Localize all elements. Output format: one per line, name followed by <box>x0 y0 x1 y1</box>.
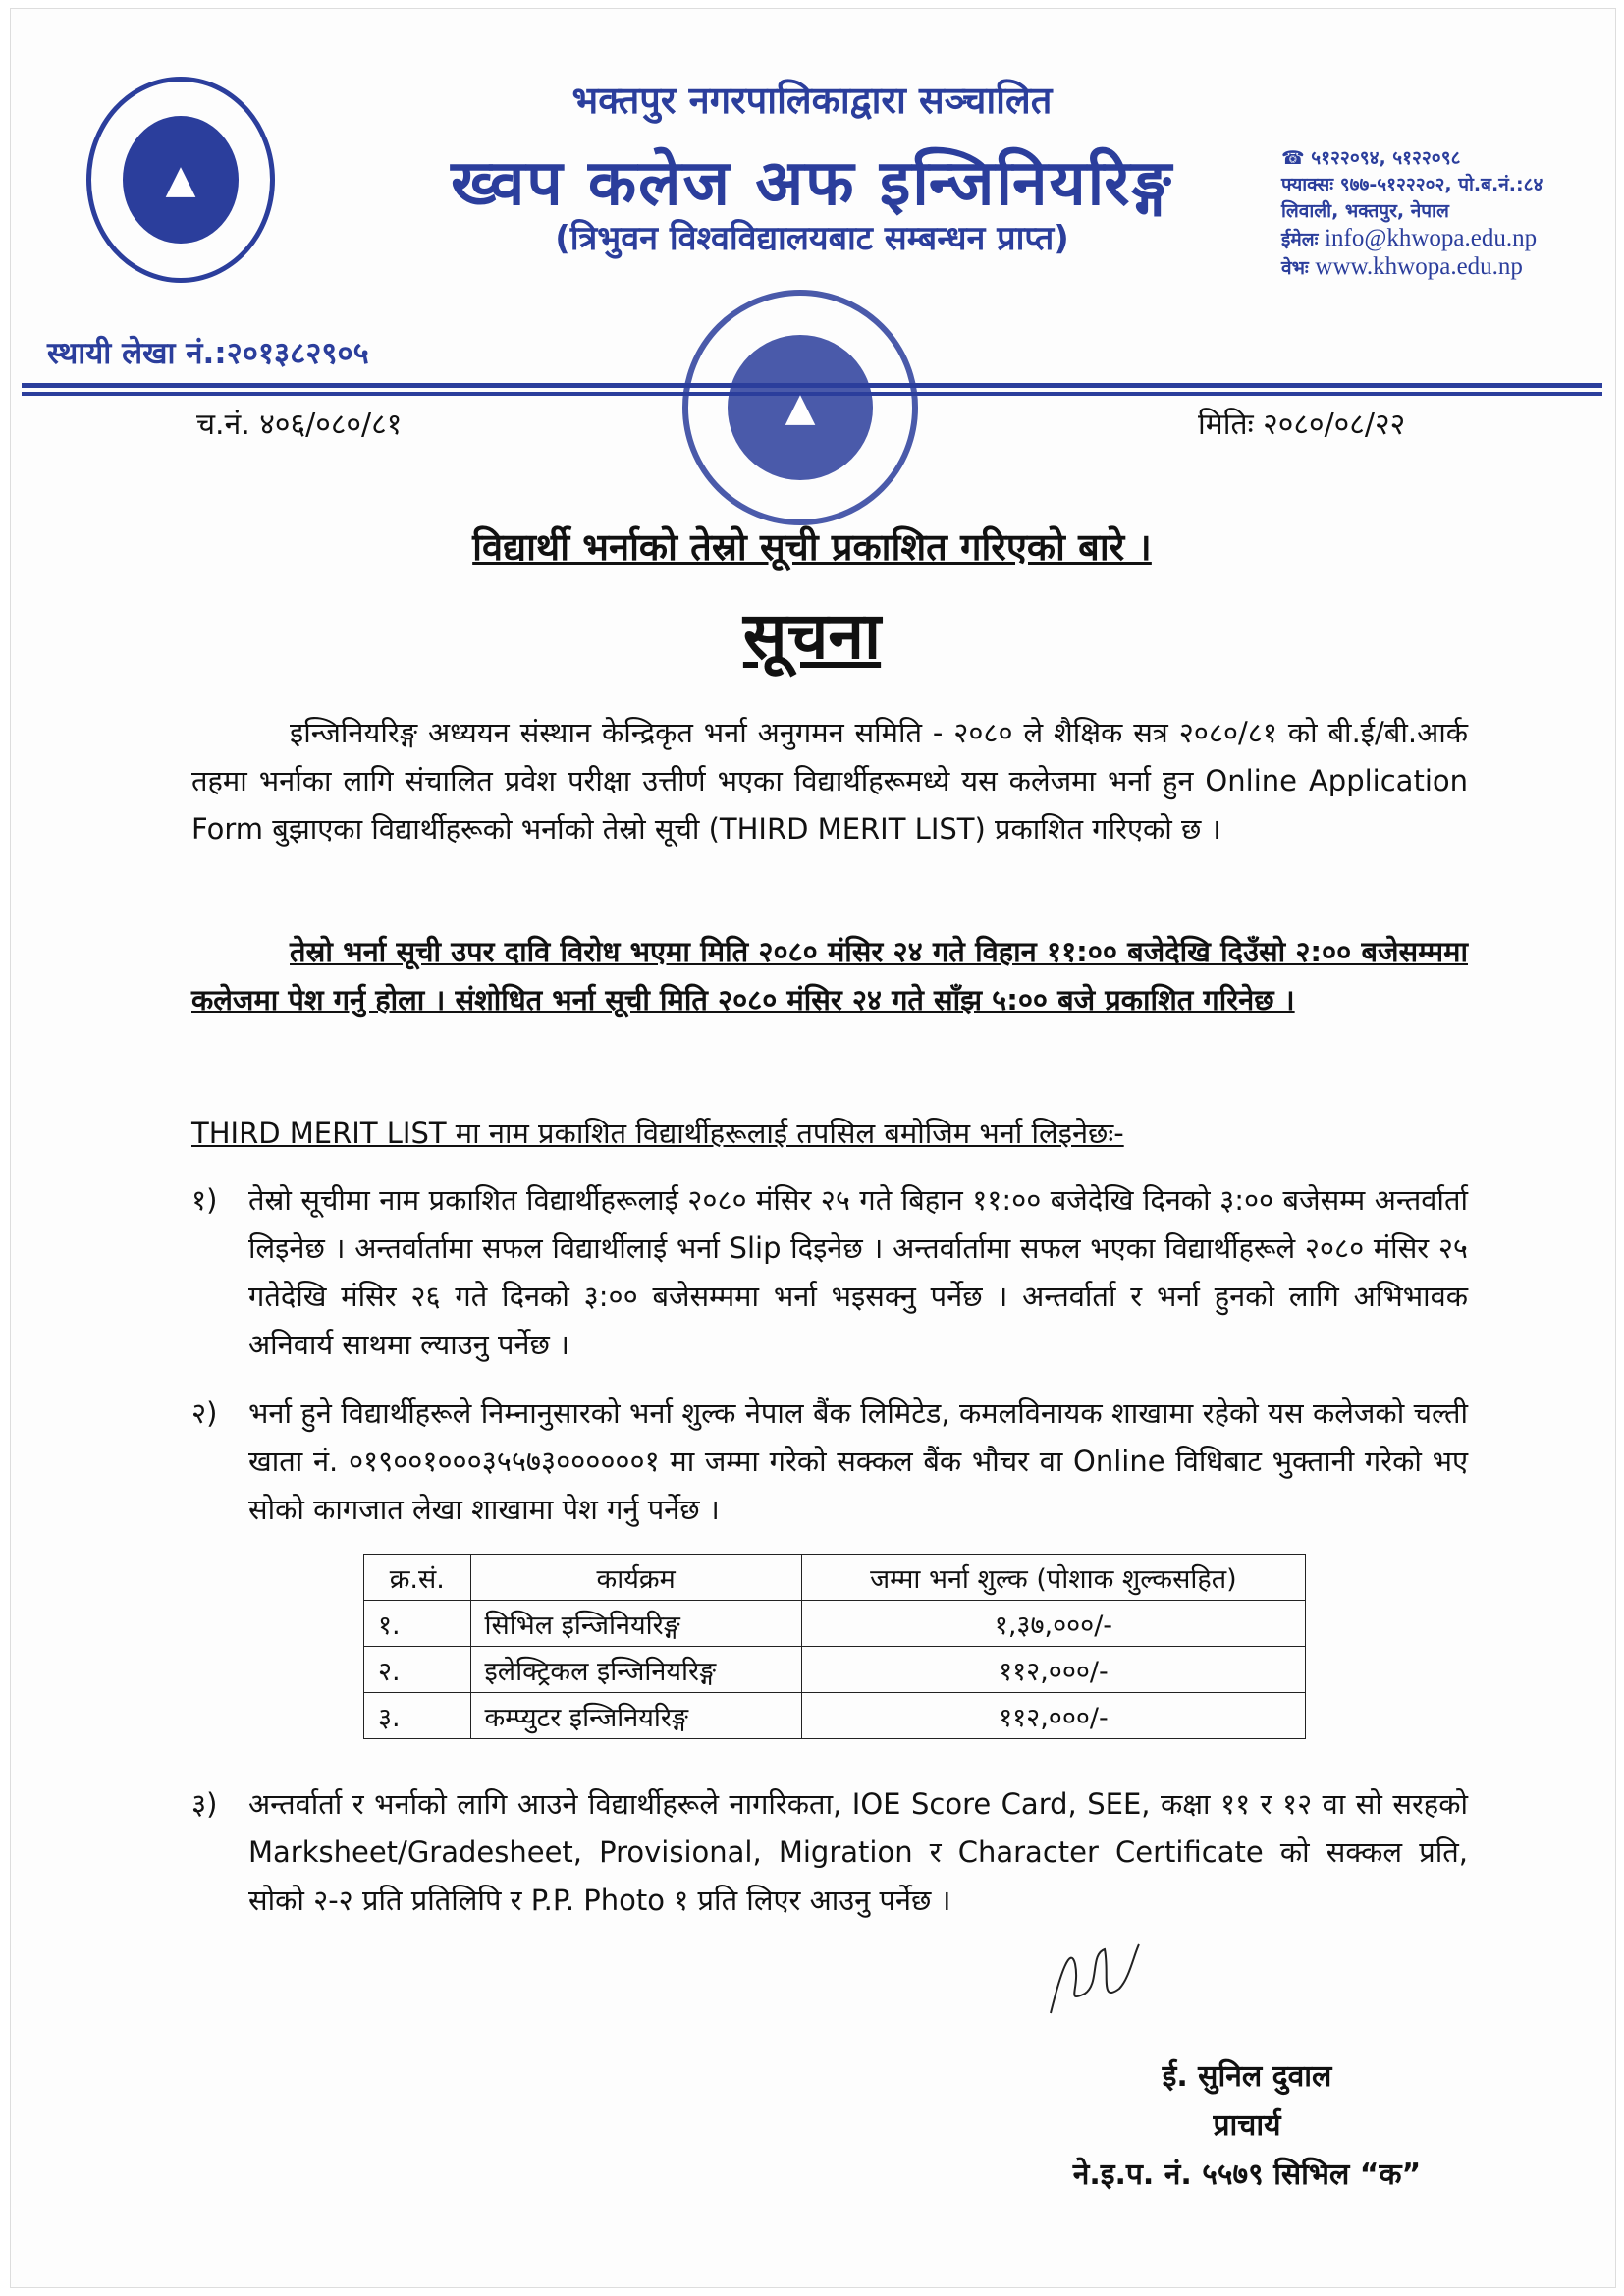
cell: ११२,०००/- <box>801 1647 1305 1693</box>
cell: ११२,०००/- <box>801 1693 1305 1739</box>
signatory-title: प्राचार्य <box>1213 2108 1281 2143</box>
table-header-row <box>364 1555 1306 1601</box>
pan-number: स्थायी लेखा नं.:२०१३८२९०५ <box>47 336 369 371</box>
cell: सिभिल इन्जिनियरिङ्ग <box>470 1601 801 1647</box>
table-row <box>364 1647 1306 1693</box>
list-item-2 <box>191 1390 1468 1534</box>
list-item-1 <box>191 1176 1468 1369</box>
paragraph-2-text: तेस्रो भर्ना सूची उपर दावि विरोध भएमा मिति २०८० मंसिर २४ गते विहान ११:०० बजेदेखि दिउँसो २:०० बजेसम्ममा कलेजमा पेश गर्नु होला । संशोधित भर्ना सूची मिति २०८० मंसिर २४ गते साँझ ५:०० बजे प्रकाशित गरिनेछ । <box>191 935 1468 1016</box>
address: लिवाली, भक्तपुर, नेपाल <box>1281 200 1449 222</box>
list-intro-text: THIRD MERIT LIST मा नाम प्रकाशित विद्यार्थीहरूलाई तपसिल बमोजिम भर्ना लिइनेछः- <box>191 1117 1124 1150</box>
signatory-registration: ने.इ.प. नं. ५५७९ सिभिल “क” <box>1072 2158 1422 2192</box>
college-stamp <box>682 290 918 525</box>
cell: १,३७,०००/- <box>801 1601 1305 1647</box>
signatory-name: ई. सुनिल दुवाल <box>1162 2059 1332 2094</box>
stamp-temple-icon: ▲ <box>728 335 873 480</box>
column-header: क्र.सं. <box>364 1555 471 1601</box>
phone-icon: ☎ <box>1281 147 1305 169</box>
cell: इलेक्ट्रिकल इन्जिनियरिङ्ग <box>470 1647 801 1693</box>
cell: कम्प्युटर इन्जिनियरिङ्ग <box>470 1693 801 1739</box>
paragraph-1: इन्जिनियरिङ्ग अध्ययन संस्थान केन्द्रिकृत भर्ना अनुगमन समिति - २०८० ले शैक्षिक सत्र २०८०/८१ को बी.ई/बी.आर्क तहमा भर्नाका लागि संचालित प्रवेश परीक्षा उत्तीर्ण भएका विद्यार्थीहरूमध्ये यस कलेजमा भर्ना हुन Online Application Form बुझाएका विद्यार्थीहरूको भर्नाको तेस्रो सूची (THIRD MERIT LIST) प्रकाशित गरिएको छ । <box>191 716 1468 846</box>
column-header: कार्यक्रम <box>470 1555 801 1601</box>
header-line1: भक्तपुर नगरपालिकाद्वारा सञ्चालित <box>571 79 1053 122</box>
list-number: ३) <box>191 1787 218 1821</box>
signatory-block <box>1060 2052 1434 2200</box>
fax: फ्याक्सः ९७७-५१२२२०२, पो.ब.नं.:८४ <box>1281 174 1543 195</box>
phone: ५१२२०९४, ५१२२०९८ <box>1311 147 1461 169</box>
subject-text: विद्यार्थी भर्नाको तेस्रो सूची प्रकाशित गरिएको बारे । <box>472 525 1152 569</box>
column-header: जम्मा भर्ना शुल्क (पोशाक शुल्कसहित) <box>801 1555 1305 1601</box>
web-label: वेभः <box>1281 257 1309 279</box>
list-number: १) <box>191 1183 218 1217</box>
website: www.khwopa.edu.np <box>1315 253 1523 280</box>
cell: १. <box>364 1601 471 1647</box>
notice-title <box>0 589 1624 678</box>
contact-block <box>1281 145 1543 282</box>
list-number: २) <box>191 1396 218 1430</box>
list-text: भर्ना हुने विद्यार्थीहरूले निम्नानुसारको भर्ना शुल्क नेपाल बैंक लिमिटेड, कमलविनायक शाखामा रहेको यस कलेजको चल्ती खाता नं. ०१९००१०००३५५७३००००००१ मा जम्मा गरेको सक्कल बैंक भौचर वा Online विधिबाट भुक्तानी गरेको भए सोको कागजात लेखा शाखामा पेश गर्नु पर्नेछ । <box>248 1396 1468 1526</box>
table-row <box>364 1601 1306 1647</box>
paragraph-2 <box>191 928 1468 1024</box>
college-name: ख्वप कलेज अफ इन्जिनियरिङ्ग <box>451 147 1173 220</box>
email-label: ईमेलः <box>1281 229 1319 250</box>
temple-icon: ▲ <box>123 116 239 244</box>
subject <box>0 520 1624 572</box>
reference-number: च.नं. ४०६/०८०/८१ <box>196 408 403 442</box>
fee-table <box>363 1554 1306 1739</box>
list-text: तेस्रो सूचीमा नाम प्रकाशित विद्यार्थीहरूलाई २०८० मंसिर २५ गते बिहान ११:०० बजेदेखि दिनको ३:०० बजेसम्म अन्तर्वार्ता लिइनेछ । अन्तर्वार्तामा सफल विद्यार्थीलाई भर्ना Slip दिइनेछ । अन्तर्वार्तामा सफल भएका विद्यार्थीहरूले २०८० मंसिर २५ गतेदेखि मंसिर २६ गते दिनको ३:०० बजेसम्ममा भर्ना भइसक्नु पर्नेछ । अन्तर्वार्ता र भर्ना हुनको लागि अभिभावक अनिवार्य साथमा ल्याउनु पर्नेछ । <box>248 1183 1468 1361</box>
list-text: अन्तर्वार्ता र भर्नाको लागि आउने विद्यार्थीहरूले नागरिकता, IOE Score Card, SEE, कक्षा ११ र १२ वा सो सरहको Marksheet/Gradesheet, Provisional, Migration र Character Certificate को सक्कल प्रति, सोको २-२ प्रति प्रतिलिपि र P.P. Photo १ प्रति लिएर आउनु पर्नेछ । <box>248 1787 1468 1917</box>
email: info@khwopa.edu.np <box>1325 225 1538 251</box>
list-item-3 <box>191 1780 1468 1925</box>
cell: २. <box>364 1647 471 1693</box>
affiliation: (त्रिभुवन विश्वविद्यालयबाट सम्बन्धन प्राप्त) <box>555 219 1069 258</box>
cell: ३. <box>364 1693 471 1739</box>
date: मितिः २०८०/०८/२२ <box>1198 408 1406 442</box>
list-intro <box>191 1110 1468 1158</box>
signature <box>1031 1935 1149 2023</box>
table-row <box>364 1693 1306 1739</box>
notice-title-text: सूचना <box>742 598 882 674</box>
